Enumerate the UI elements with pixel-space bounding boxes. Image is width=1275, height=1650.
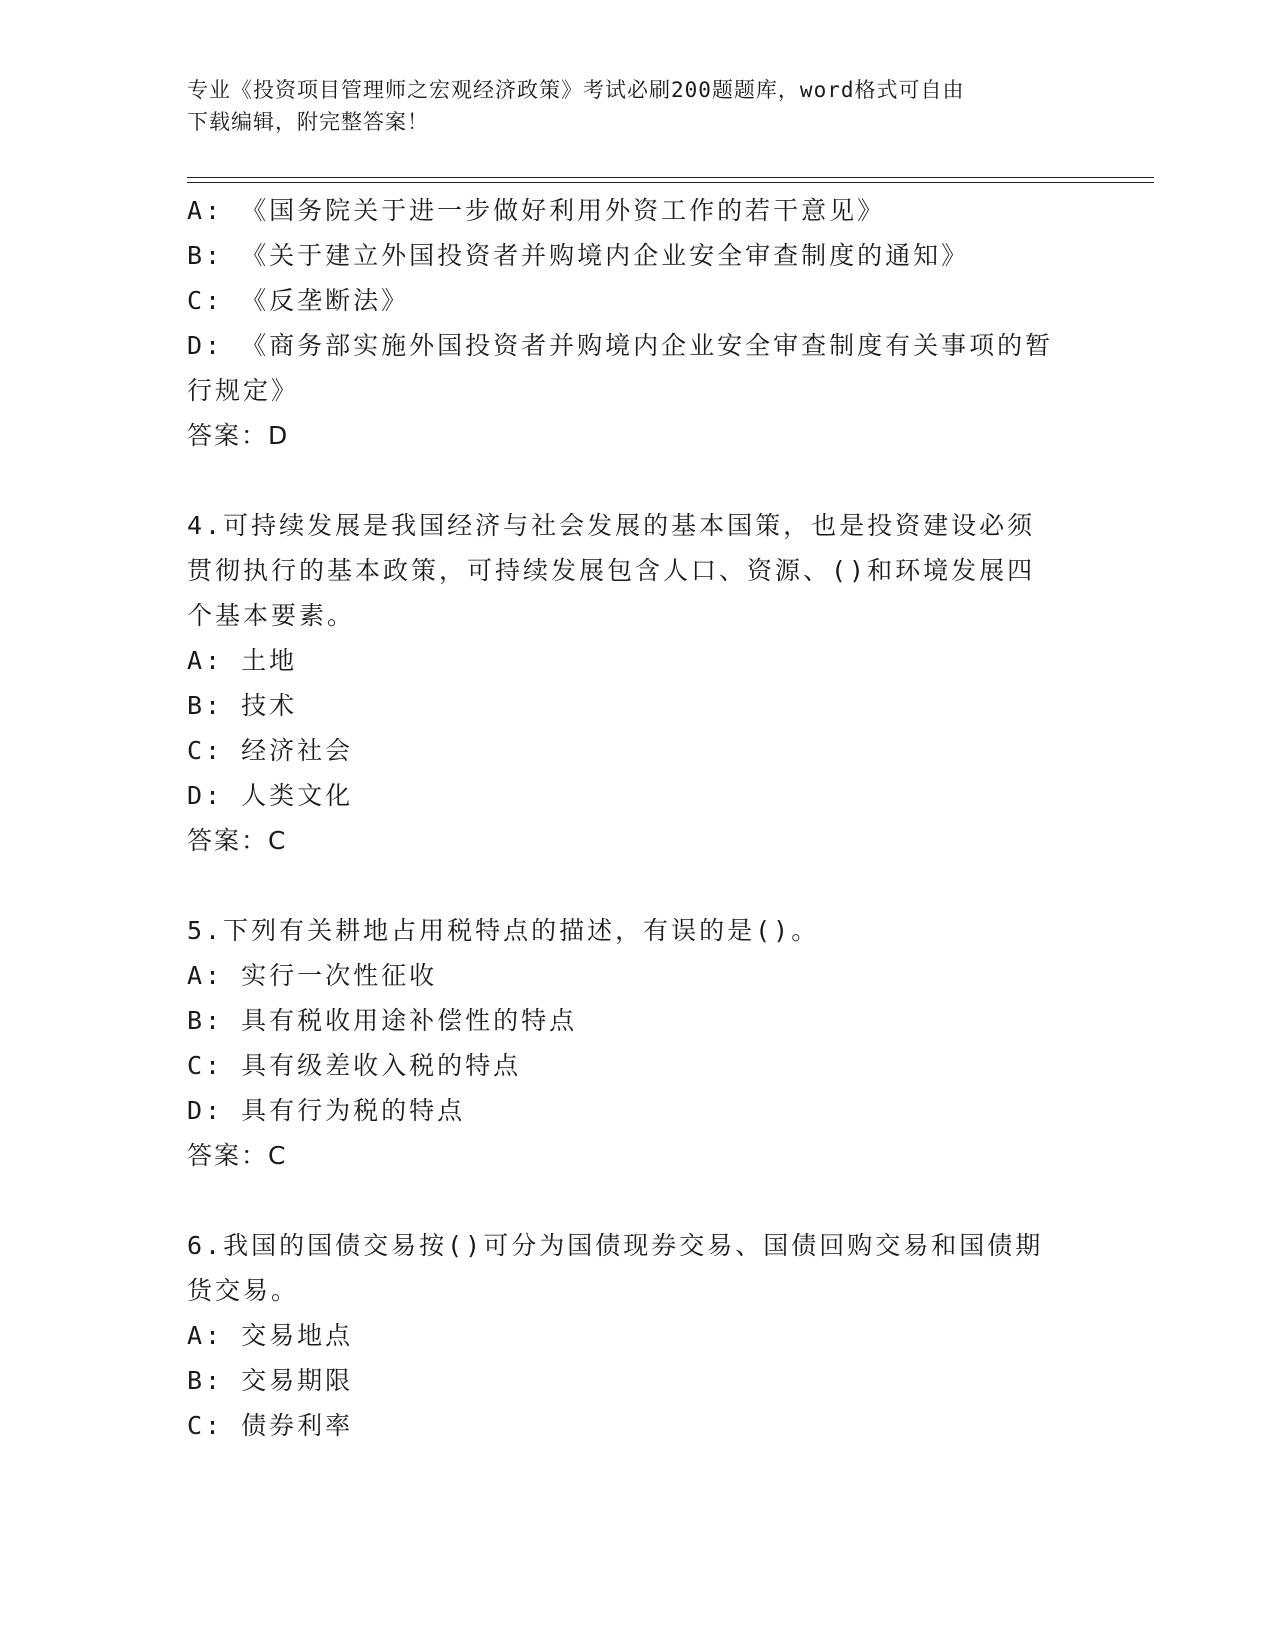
option-b: B: 《关于建立外国投资者并购境内企业安全审查制度的通知》 <box>187 241 970 270</box>
question-stem: 6.我国的国债交易按()可分为国债现券交易、国债回购交易和国债期 <box>187 1231 1044 1260</box>
option-d: D: 人类文化 <box>187 781 354 810</box>
question-4 <box>187 503 1067 863</box>
question-6 <box>187 1223 1067 1448</box>
header-line-2: 下载编辑，附完整答案！ <box>187 110 429 134</box>
question-stem: 货交易。 <box>187 1276 300 1305</box>
option-d: D: 《商务部实施外国投资者并购境内企业安全审查制度有关事项的暂 <box>187 331 1054 360</box>
answer: 答案：C <box>187 1141 288 1170</box>
option-a: A: 实行一次性征收 <box>187 961 438 990</box>
option-c: C: 具有级差收入税的特点 <box>187 1051 522 1080</box>
question-stem: 4.可持续发展是我国经济与社会发展的基本国策，也是投资建设必须 <box>187 511 1036 540</box>
option-b: B: 具有税收用途补偿性的特点 <box>187 1006 578 1035</box>
option-b: B: 交易期限 <box>187 1366 354 1395</box>
option-d: D: 具有行为税的特点 <box>187 1096 466 1125</box>
option-d-continued: 行规定》 <box>187 376 300 405</box>
option-b: B: 技术 <box>187 691 298 720</box>
document-header <box>187 74 1087 138</box>
option-c: C: 《反垄断法》 <box>187 286 410 315</box>
option-c: C: 债券利率 <box>187 1411 354 1440</box>
question-stem: 贯彻执行的基本政策，可持续发展包含人口、资源、()和环境发展四 <box>187 556 1036 585</box>
option-c: C: 经济社会 <box>187 736 354 765</box>
answer: 答案：D <box>187 421 290 450</box>
question-list <box>187 188 1067 1448</box>
option-a: A: 土地 <box>187 646 298 675</box>
question-stem: 5.下列有关耕地占用税特点的描述，有误的是()。 <box>187 916 820 945</box>
header-divider-top <box>187 177 1154 178</box>
question-3 <box>187 188 1067 458</box>
question-stem: 个基本要素。 <box>187 601 356 630</box>
question-5 <box>187 908 1067 1178</box>
header-line-1: 专业《投资项目管理师之宏观经济政策》考试必刷200题题库，word格式可自由 <box>187 78 965 102</box>
option-a: A: 《国务院关于进一步做好利用外资工作的若干意见》 <box>187 196 886 225</box>
answer: 答案：C <box>187 826 288 855</box>
option-a: A: 交易地点 <box>187 1321 354 1350</box>
header-divider-bottom <box>187 182 1154 183</box>
